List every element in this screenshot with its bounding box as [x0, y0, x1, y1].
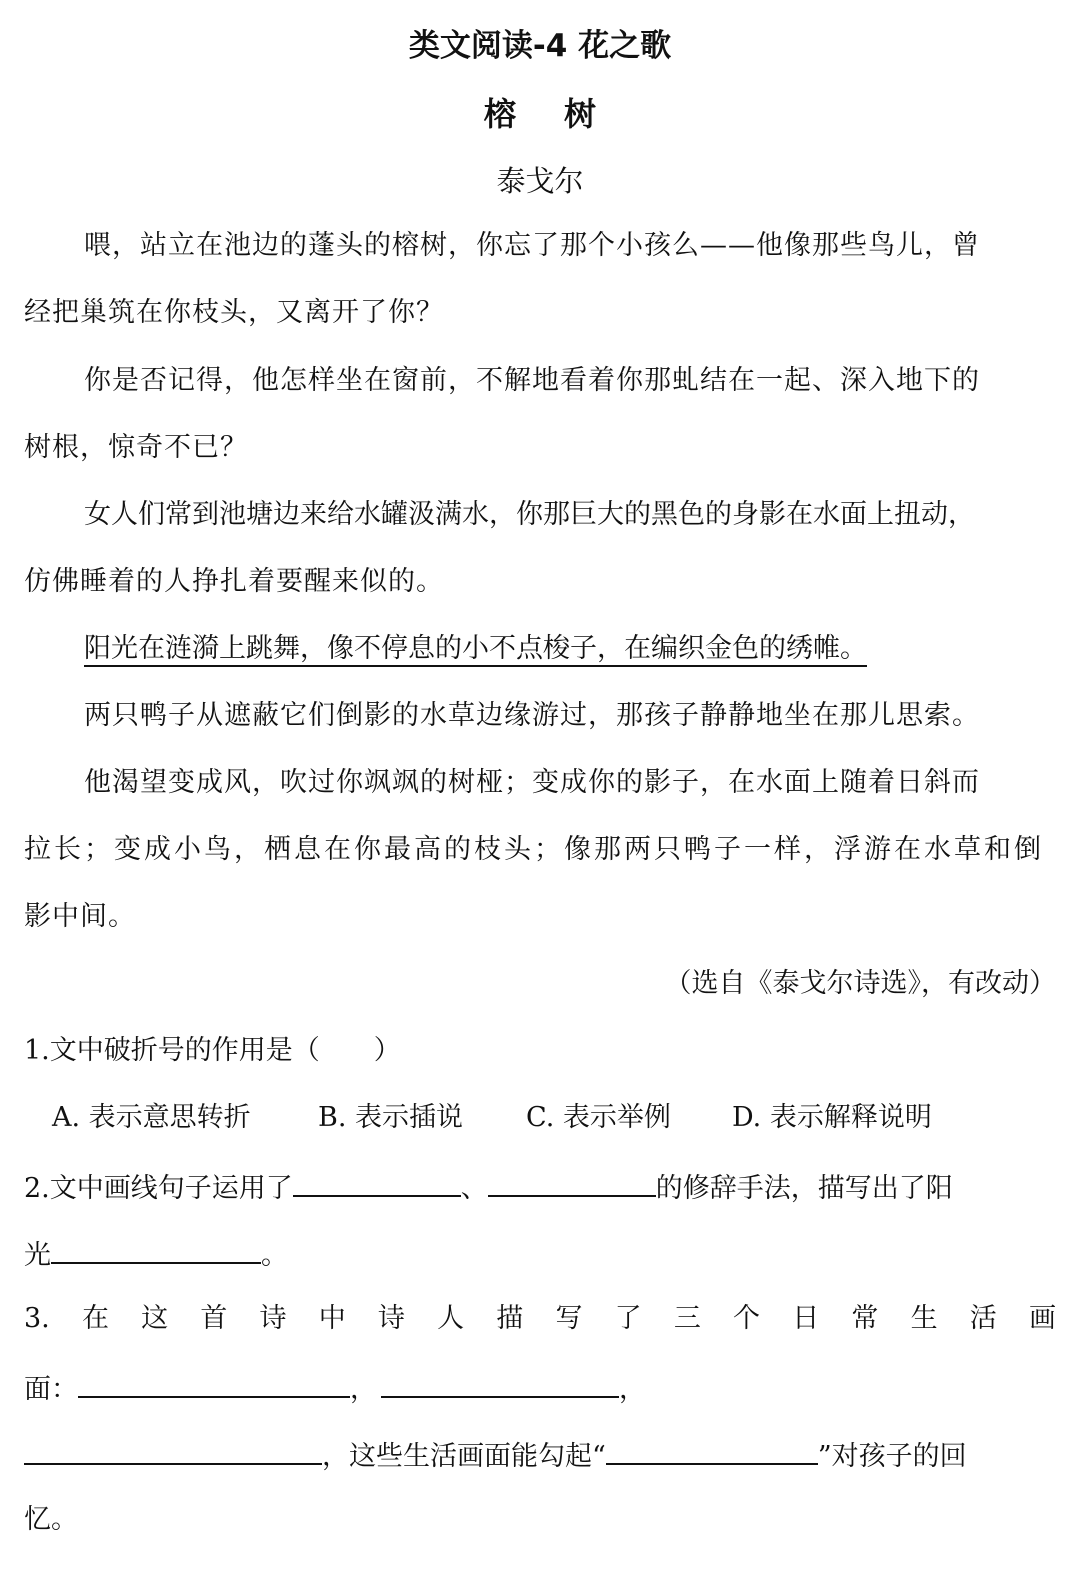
question-3-line-3 — [24, 1435, 967, 1475]
question-3-char: 了 — [614, 1303, 642, 1334]
question-3-char: 3. — [24, 1303, 50, 1334]
question-3-char: 常 — [851, 1303, 879, 1334]
question-3-char: 个 — [733, 1303, 761, 1334]
option-c: C. 表示举例 — [526, 1102, 671, 1133]
answer-blank[interactable] — [293, 1167, 461, 1197]
question-3-char: 这 — [141, 1303, 169, 1334]
question-3-char: 活 — [969, 1303, 997, 1334]
paragraph-line: 他渴望变成风，吹过你飒飒的树桠；变成你的影子，在水面上随着日斜而 — [84, 767, 980, 798]
paragraph-line: 树根，惊奇不已？ — [24, 432, 248, 463]
question-2-text: 光 — [24, 1240, 51, 1271]
option-b: B. 表示插说 — [318, 1102, 464, 1133]
question-1-stem: 1.文中破折号的作用是（ ） — [24, 1035, 401, 1066]
question-2-line-1 — [24, 1167, 953, 1207]
question-3-text: ， — [619, 1374, 646, 1405]
question-3-char: 生 — [910, 1303, 938, 1334]
underlined-sentence: 阳光在涟漪上跳舞，像不停息的小不点梭子，在编织金色的绣帷。 — [84, 633, 867, 664]
paragraph-line: 影中间。 — [24, 901, 136, 932]
paragraph-line: 拉长；变成小鸟，栖息在你最高的枝头；像那两只鸭子一样，浮游在水草和倒 — [24, 834, 1044, 865]
page-title: 类文阅读-4 花之歌 — [408, 28, 672, 64]
question-3-text: ， — [350, 1374, 377, 1405]
separator: 、 — [460, 1173, 488, 1204]
question-3-char: 人 — [437, 1303, 465, 1334]
answer-blank[interactable] — [51, 1234, 261, 1264]
question-2-text: 的修辞手法，描写出了阳 — [655, 1173, 953, 1204]
paragraph-line: 你是否记得，他怎样坐在窗前，不解地看着你那虬结在一起、深入地下的 — [84, 365, 980, 396]
paragraph-line: 经把巢筑在你枝头，又离开了你？ — [24, 297, 444, 328]
answer-blank[interactable] — [78, 1368, 350, 1398]
question-2-text: 2.文中画线句子运用了 — [24, 1173, 293, 1204]
question-3-char: 在 — [81, 1303, 109, 1334]
question-3-char: 诗 — [259, 1303, 287, 1334]
answer-blank[interactable] — [24, 1435, 322, 1465]
question-2-line-2 — [24, 1234, 288, 1274]
poem-title: 榕树 — [483, 95, 644, 133]
question-2-text: 。 — [261, 1240, 288, 1271]
question-3-char: 中 — [318, 1303, 346, 1334]
question-3-char: 画 — [1028, 1303, 1056, 1334]
question-3-line-1 — [24, 1301, 1056, 1337]
question-3-char: 三 — [673, 1303, 701, 1334]
answer-blank[interactable] — [381, 1368, 619, 1398]
paragraph-line: 喂，站立在池边的蓬头的榕树，你忘了那个小孩么——他像那些鸟儿，曾 — [84, 230, 980, 261]
question-3-line-4: 忆。 — [24, 1504, 78, 1535]
question-3-char: 日 — [792, 1303, 820, 1334]
question-3-char: 首 — [200, 1303, 228, 1334]
question-3-text: ，这些生活画面能勾起“ — [322, 1441, 606, 1472]
paragraph-line: 两只鸭子从遮蔽它们倒影的水草边缘游过，那孩子静静地坐在那儿思索。 — [84, 700, 980, 731]
answer-blank[interactable] — [488, 1167, 656, 1197]
paragraph-line: 仿佛睡着的人挣扎着要醒来似的。 — [24, 566, 444, 597]
answer-blank[interactable] — [606, 1435, 818, 1465]
source-note: （选自《泰戈尔诗选》，有改动） — [664, 968, 1056, 999]
question-3-text: ”对孩子的回 — [817, 1441, 967, 1472]
paragraph-line: 女人们常到池塘边来给水罐汲满水，你那巨大的黑色的身影在水面上扭动， — [84, 499, 975, 530]
question-3-char: 诗 — [377, 1303, 405, 1334]
question-3-char: 写 — [555, 1303, 583, 1334]
option-a: A. 表示意思转折 — [52, 1102, 251, 1133]
author: 泰戈尔 — [496, 164, 584, 198]
question-3-line-2 — [24, 1368, 646, 1408]
question-3-char: 描 — [496, 1303, 524, 1334]
option-d: D. 表示解释说明 — [732, 1102, 932, 1133]
question-3-text: 面： — [24, 1374, 78, 1405]
